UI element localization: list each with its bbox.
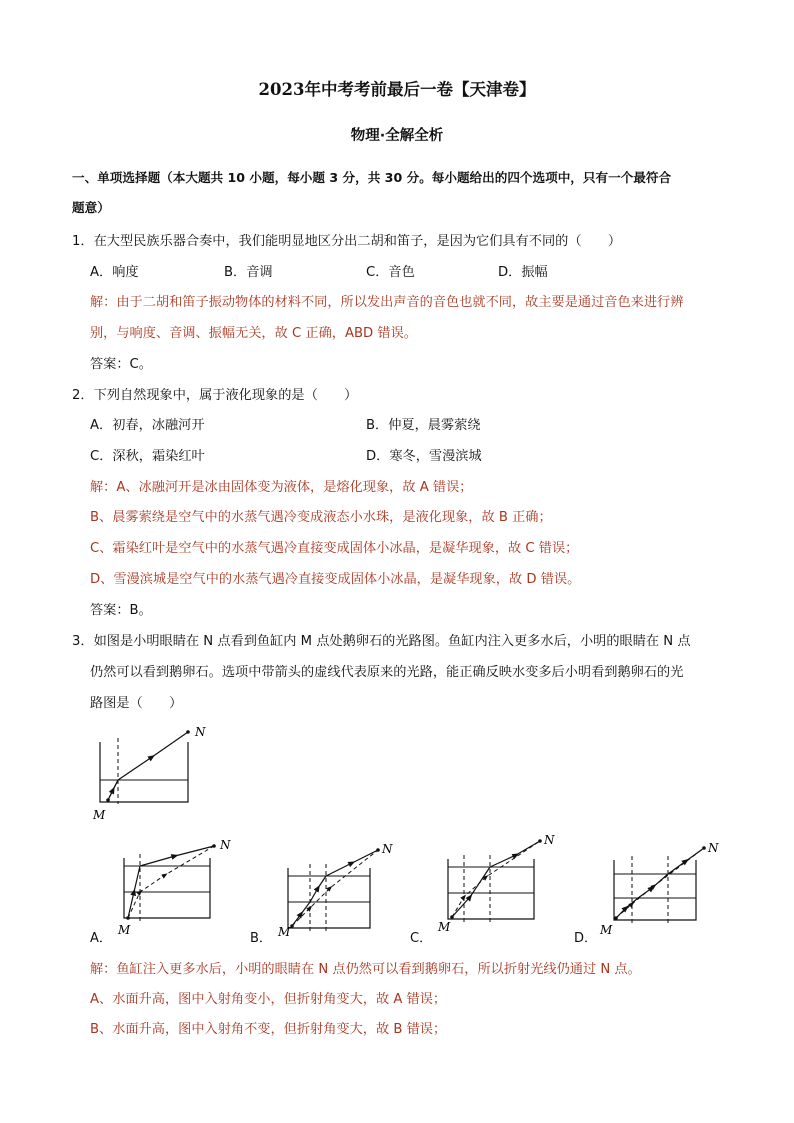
q3-option-d-label: D． bbox=[574, 931, 598, 946]
q3-main-diagram bbox=[88, 720, 228, 825]
q2-answer: 答案：B。 bbox=[90, 603, 152, 618]
svg-text:M: M bbox=[278, 925, 291, 939]
q2-option-a: A．初春，冰融河开 bbox=[90, 418, 205, 433]
svg-text:M: M bbox=[438, 920, 451, 934]
label-m: M bbox=[93, 808, 106, 822]
label-n: N bbox=[195, 725, 206, 739]
q3-stem-line2: 仍然可以看到鹅卵石。选项中带箭头的虚线代表原来的光路，能正确反映水变多后小明看到鹅卵石的光 bbox=[90, 665, 684, 680]
svg-text:N: N bbox=[382, 842, 393, 856]
q3-solution-line3: B、水面升高，图中入射角不变，但折射角变大，故 B 错误； bbox=[90, 1022, 447, 1037]
tank-outline bbox=[100, 742, 188, 802]
q1-option-b: B．音调 bbox=[224, 265, 273, 280]
section-heading-line1: 一、单项选择题（本大题共 10 小题，每小题 3 分，共 30 分。每小题给出的四个选项中，只有一个最符合 bbox=[72, 170, 672, 185]
q3-stem-line1: 3．如图是小明眼睛在 N 点看到鱼缸内 M 点处鹅卵石的光路图。鱼缸内注入更多水后，小明的眼睛在 N 点 bbox=[72, 634, 691, 649]
q3-option-c-label: C． bbox=[410, 931, 433, 946]
q1-option-c: C．音色 bbox=[366, 265, 415, 280]
page-title: 2023年中考考前最后一卷【天津卷】 bbox=[258, 80, 536, 99]
section-heading-line2: 题意） bbox=[72, 200, 110, 215]
q2-option-b: B．仲夏，晨雾萦绕 bbox=[366, 418, 481, 433]
q3-option-a-diagram bbox=[110, 830, 245, 940]
q1-stem: 1．在大型民族乐器合奏中，我们能明显地区分出二胡和笛子，是因为它们具有不同的（ ） bbox=[72, 234, 622, 249]
q3-option-a-label: A． bbox=[90, 931, 112, 946]
q2-solution-line4: D、雪漫滨城是空气中的水蒸气遇冷直接变成固体小冰晶，是凝华现象，故 D 错误。 bbox=[90, 572, 581, 587]
q3-option-c-diagram bbox=[428, 825, 563, 935]
q2-option-c: C．深秋，霜染红叶 bbox=[90, 449, 205, 464]
svg-text:N: N bbox=[708, 841, 719, 855]
q3-option-d-diagram bbox=[594, 830, 729, 940]
svg-text:M: M bbox=[600, 923, 613, 937]
q3-stem-line3: 路图是（ ） bbox=[90, 696, 183, 711]
refracted-ray bbox=[118, 732, 188, 780]
point-n bbox=[186, 730, 190, 734]
q3-solution-line1: 解：鱼缸注入更多水后，小明的眼睛在 N 点仍然可以看到鹅卵石，所以折射光线仍通过 N 点。 bbox=[90, 962, 641, 977]
page-subtitle: 物理·全解全析 bbox=[350, 128, 444, 144]
q2-solution-line3: C、霜染红叶是空气中的水蒸气遇冷直接变成固体小冰晶，是凝华现象，故 C 错误； bbox=[90, 541, 579, 556]
q1-solution-line2: 别，与响度、音调、振幅无关，故 C 正确，ABD 错误。 bbox=[90, 326, 417, 341]
svg-text:M: M bbox=[118, 923, 131, 937]
q3-option-b-diagram bbox=[270, 830, 405, 940]
q1-answer: 答案：C。 bbox=[90, 357, 152, 372]
point-m bbox=[106, 798, 110, 802]
svg-text:N: N bbox=[220, 838, 231, 852]
q3-option-b-label: B． bbox=[250, 931, 272, 946]
q2-stem: 2．下列自然现象中，属于液化现象的是（ ） bbox=[72, 388, 358, 403]
svg-text:N: N bbox=[544, 833, 555, 847]
q2-solution-line1: 解：A、冰融河开是冰由固体变为液体，是熔化现象，故 A 错误； bbox=[90, 480, 473, 495]
q2-solution-line2: B、晨雾萦绕是空气中的水蒸气遇冷变成液态小水珠，是液化现象，故 B 正确； bbox=[90, 510, 552, 525]
q1-option-d: D．振幅 bbox=[498, 265, 548, 280]
new-refracted-ray bbox=[140, 846, 214, 866]
q2-option-d: D．寒冬，雪漫滨城 bbox=[366, 449, 482, 464]
q1-option-a: A．响度 bbox=[90, 265, 139, 280]
q1-solution-line1: 解：由于二胡和笛子振动物体的材料不同，所以发出声音的音色也就不同，故主要是通过音色来进行辨 bbox=[90, 295, 684, 310]
q3-solution-line2: A、水面升高，图中入射角变小，但折射角变大，故 A 错误； bbox=[90, 992, 447, 1007]
